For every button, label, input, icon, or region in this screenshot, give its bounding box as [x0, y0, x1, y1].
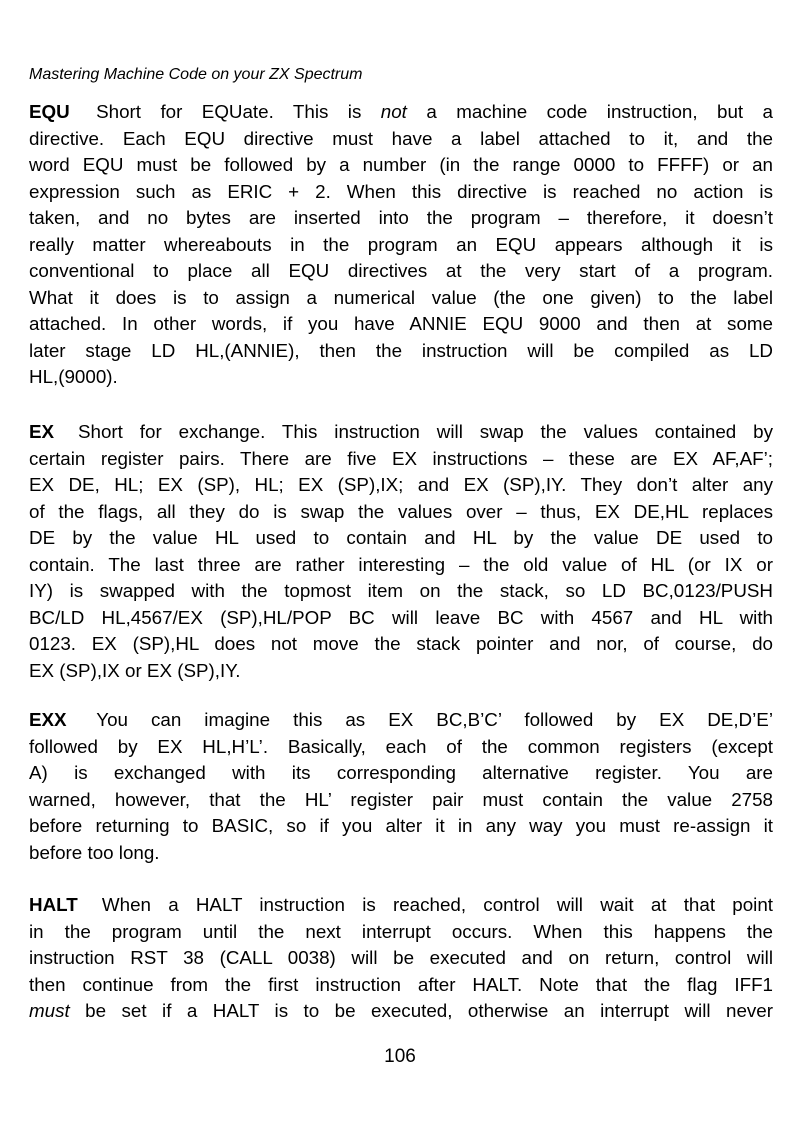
paragraph-halt: [29, 892, 773, 1025]
paragraph-ex: [29, 419, 773, 684]
text-line: HALT When a HALT instruction is reached, control will wait at that point: [29, 894, 773, 915]
text-line: instruction RST 38 (CALL 0038) will be executed and on return, control will: [29, 947, 773, 968]
text-line: later stage LD HL,(ANNIE), then the instruction will be compiled as LD: [29, 339, 773, 361]
text-line: followed by EX HL,H’L’. Basically, each of the common registers (except: [29, 735, 773, 757]
text-line: A) is exchanged with its corresponding alternative register. You are: [29, 762, 773, 783]
text-line: HL,(9000).: [29, 366, 118, 387]
text-line: then continue from the first instruction after HALT. Note that the flag IFF1: [29, 973, 773, 995]
text-line: warned, however, that the HL’ register pair must contain the value 2758: [29, 788, 773, 810]
page-number: 106: [384, 1046, 416, 1067]
text-line: directive. Each EQU directive must have a label attached to it, and the: [29, 127, 773, 149]
text-line: EXX You can imagine this as EX BC,B’C’ followed by EX DE,D’E’: [29, 709, 773, 730]
text-line: attached. In other words, if you have ANNIE EQU 9000 and then at some: [29, 313, 773, 334]
text-line: of the flags, all they do is swap the values over – thus, EX DE,HL replaces: [29, 500, 773, 522]
text-line: before too long.: [29, 841, 160, 863]
text-line: EX DE, HL; EX (SP), HL; EX (SP),IX; and EX (SP),IY. They don’t alter any: [29, 474, 773, 495]
text-line: before returning to BASIC, so if you alter it in any way you must re-assign it: [29, 815, 773, 836]
text-line: DE by the value HL used to contain and HL by the value DE used to: [29, 527, 773, 548]
text-line: EQU Short for EQUate. This is not a machine code instruction, but a: [29, 101, 773, 122]
text-line: contain. The last three are rather interesting – the old value of HL (or IX or: [29, 553, 773, 575]
text-line: conventional to place all EQU directives at the very start of a program.: [29, 260, 773, 281]
text-line: EX Short for exchange. This instruction will swap the values contained by: [29, 421, 773, 442]
text-line: really matter whereabouts in the program an EQU appears although it is: [29, 233, 773, 255]
text-line: EX (SP),IX or EX (SP),IY.: [29, 659, 241, 681]
text-line: BC/LD HL,4567/EX (SP),HL/POP BC will leave BC with 4567 and HL with: [29, 606, 773, 628]
text-line: certain register pairs. There are five EX instructions – these are EX AF,AF’;: [29, 447, 773, 469]
text-line: word EQU must be followed by a number (in the range 0000 to FFFF) or an: [29, 154, 773, 175]
text-line: expression such as ERIC + 2. When this directive is reached no action is: [29, 180, 773, 202]
running-header: Mastering Machine Code on your ZX Spectrum: [29, 66, 363, 83]
text-line: in the program until the next interrupt occurs. When this happens the: [29, 920, 773, 942]
text-line: must be set if a HALT is to be executed, otherwise an interrupt will never: [29, 1000, 773, 1021]
text-line: taken, and no bytes are inserted into the program – therefore, it doesn’t: [29, 207, 773, 228]
text-line: IY) is swapped with the topmost item on the stack, so LD BC,0123/PUSH: [29, 580, 773, 601]
paragraph-equ: [29, 99, 773, 391]
text-line: 0123. EX (SP),HL does not move the stack pointer and nor, of course, do: [29, 633, 773, 654]
paragraph-exx: [29, 707, 773, 866]
text-line: What it does is to assign a numerical value (the one given) to the label: [29, 286, 773, 308]
